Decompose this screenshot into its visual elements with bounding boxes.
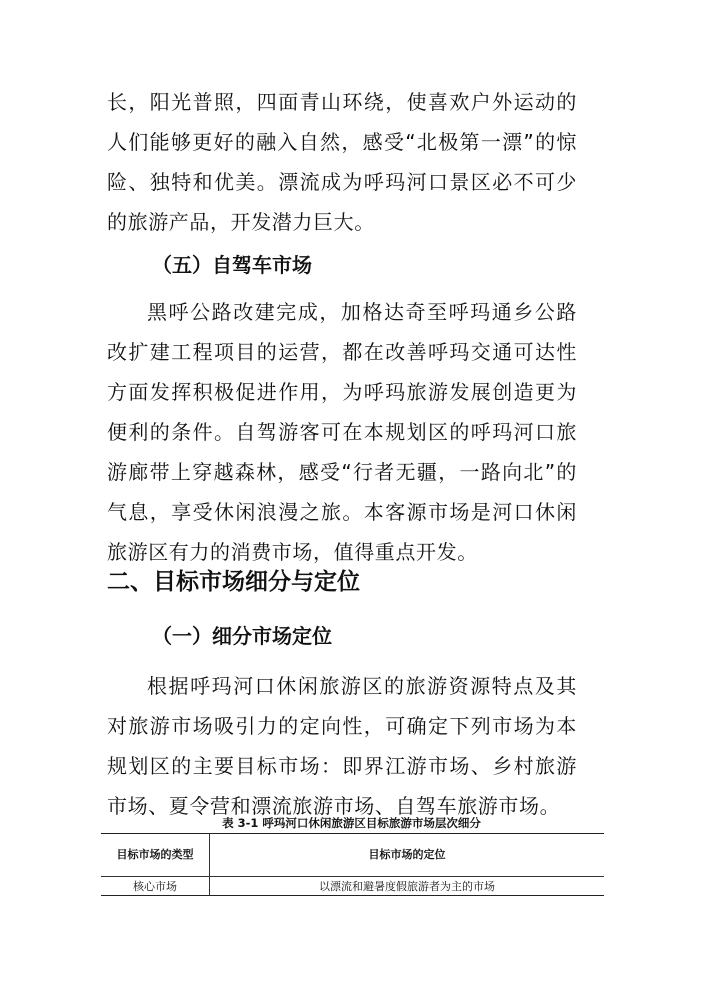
table-header-type: 目标市场的类型 (101, 834, 210, 877)
heading-market-segmentation: 二、目标市场细分与定位 (107, 569, 360, 595)
table-row (101, 877, 604, 896)
paragraph-rafting: 长，阳光普照，四面青山环绕，使喜欢户外运动的人们能够更好的融入自然，感受“北极第一漂”的惊险、独特和优美。漂流成为呼玛河口景区必不可少的旅游产品，开发潜力巨大。 (107, 90, 577, 234)
market-segmentation-table (101, 833, 604, 896)
heading-segment-positioning: （一）细分市场定位 (152, 624, 332, 648)
table-cell-positioning: 以漂流和避暑度假旅游者为主的市场 (210, 877, 605, 896)
paragraph-target-markets: 根据呼玛河口休闲旅游区的旅游资源特点及其对旅游市场吸引力的定向性，可确定下列市场为本规划区的主要目标市场：即界江游市场、乡村旅游市场、夏令营和漂流旅游市场、自驾车旅游市场。 (107, 674, 577, 818)
table-header-row (101, 834, 604, 877)
heading-self-drive-market: （五）自驾车市场 (152, 253, 312, 277)
paragraph-self-drive: 黑呼公路改建完成，加格达奇至呼玛通乡公路改扩建工程项目的运营，都在改善呼玛交通可达性方面发挥积极促进作用，为呼玛旅游发展创造更为便利的条件。自驾游客可在本规划区的呼玛河口旅游廊带上穿越森林，感受“行者无疆，一路向北”的气息，享受休闲浪漫之旅。本客源市场是河口休闲旅游区有力的消费市场，值得重点开发。 (107, 300, 577, 564)
table-header-positioning: 目标市场的定位 (210, 834, 605, 877)
table-cell-type: 核心市场 (101, 877, 210, 896)
table-caption: 表 3-1 呼玛河口休闲旅游区目标旅游市场层次细分 (222, 816, 481, 830)
